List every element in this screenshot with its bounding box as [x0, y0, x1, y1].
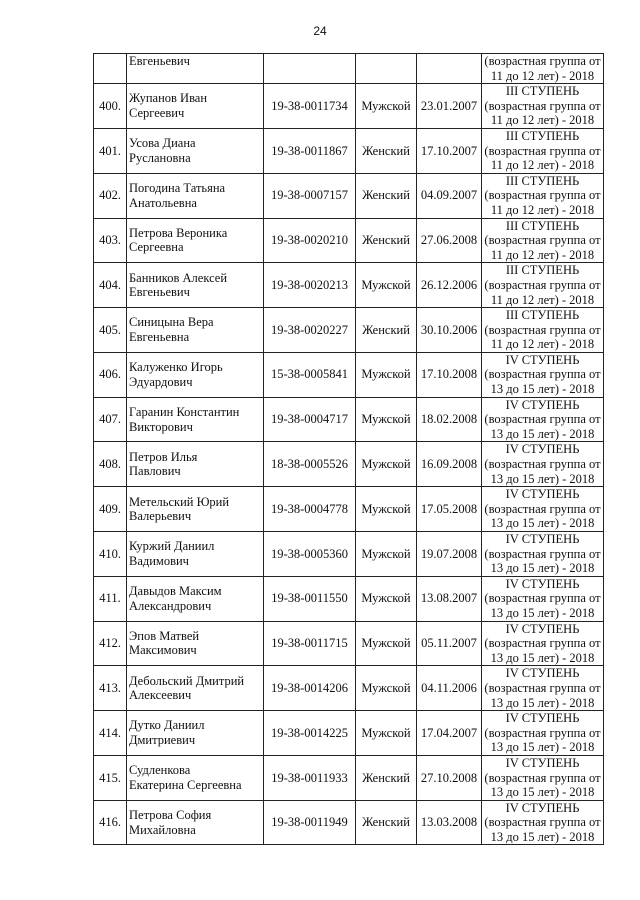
surname-name: Усова Диана	[129, 136, 196, 151]
row-number-cell: 406.	[94, 352, 127, 397]
level-age-range: 11 до 12 лет) - 2018	[490, 158, 595, 173]
sex-cell: Женский	[356, 128, 417, 173]
patronymic: Вадимович	[129, 553, 189, 568]
row-number-cell: 403.	[94, 218, 127, 263]
surname-name: Банников Алексей	[129, 270, 228, 285]
level-title: IV СТУПЕНЬ	[505, 352, 580, 367]
patronymic: Эдуардович	[129, 374, 193, 389]
table-row	[94, 532, 604, 577]
patronymic: Максимович	[129, 643, 197, 658]
level-cell	[482, 666, 604, 711]
level-age-range: 11 до 12 лет) - 2018	[490, 337, 595, 352]
level-title: III СТУПЕНЬ	[505, 308, 580, 323]
birth-date-cell: 27.10.2008	[417, 755, 482, 800]
row-number-cell: 409.	[94, 487, 127, 532]
sex-cell: Мужской	[356, 263, 417, 308]
table-row	[94, 711, 604, 756]
level-age-range: 13 до 15 лет) - 2018	[490, 516, 595, 531]
surname-name: Дутко Даниил	[129, 718, 205, 733]
level-title: IV СТУПЕНЬ	[505, 576, 580, 591]
level-age-range: 13 до 15 лет) - 2018	[490, 829, 595, 844]
level-cell	[482, 576, 604, 621]
level-title: IV СТУПЕНЬ	[505, 442, 580, 457]
patronymic: Анатольевна	[129, 195, 197, 210]
row-number-cell: 408.	[94, 442, 127, 487]
birth-date-cell: 30.10.2006	[417, 308, 482, 353]
level-cell	[482, 397, 604, 442]
name-cell	[127, 84, 264, 129]
level-cell	[482, 487, 604, 532]
sex-cell: Женский	[356, 218, 417, 263]
sex-cell: Мужской	[356, 352, 417, 397]
name-cell	[127, 576, 264, 621]
patronymic: Алексеевич	[129, 688, 192, 703]
sex-cell: Мужской	[356, 621, 417, 666]
id-cell: 19-38-0004717	[264, 397, 356, 442]
patronymic: Викторович	[129, 419, 193, 434]
level-age-range: 13 до 15 лет) - 2018	[490, 561, 595, 576]
level-title: III СТУПЕНЬ	[505, 84, 580, 99]
level-title: IV СТУПЕНЬ	[505, 621, 580, 636]
sex-cell: Мужской	[356, 397, 417, 442]
table-row	[94, 576, 604, 621]
birth-date-cell: 13.08.2007	[417, 576, 482, 621]
patronymic: Сергеевич	[129, 106, 185, 121]
id-cell: 19-38-0007157	[264, 173, 356, 218]
table-row	[94, 218, 604, 263]
level-age-group: (возрастная группа от	[484, 188, 601, 203]
level-title: III СТУПЕНЬ	[505, 218, 580, 233]
sex-cell: Мужской	[356, 442, 417, 487]
birth-date-cell: 17.10.2007	[417, 128, 482, 173]
table-row	[94, 621, 604, 666]
row-number-cell: 410.	[94, 532, 127, 577]
row-number-cell: 413.	[94, 666, 127, 711]
birth-date-cell: 13.03.2008	[417, 800, 482, 845]
level-age-group: (возрастная группа от	[484, 546, 601, 561]
name-cell	[127, 352, 264, 397]
name-cell	[127, 308, 264, 353]
birth-date-cell: 17.04.2007	[417, 711, 482, 756]
sex-cell: Мужской	[356, 532, 417, 577]
id-cell: 19-38-0014225	[264, 711, 356, 756]
level-cell	[482, 54, 604, 84]
name-cell	[127, 173, 264, 218]
level-title: IV СТУПЕНЬ	[505, 397, 580, 412]
id-cell: 15-38-0005841	[264, 352, 356, 397]
level-age-range: 13 до 15 лет) - 2018	[490, 471, 595, 486]
id-cell	[264, 54, 356, 84]
surname-name: Петров Илья	[129, 449, 198, 464]
level-age-range: 13 до 15 лет) - 2018	[490, 382, 595, 397]
level-age-group: (возрастная группа от	[484, 143, 601, 158]
birth-date-cell: 26.12.2006	[417, 263, 482, 308]
birth-date-cell: 16.09.2008	[417, 442, 482, 487]
level-cell	[482, 308, 604, 353]
id-cell: 19-38-0020213	[264, 263, 356, 308]
id-cell: 19-38-0011933	[264, 755, 356, 800]
level-age-group: (возрастная группа от	[484, 322, 601, 337]
id-cell: 19-38-0004778	[264, 487, 356, 532]
level-age-group: (возрастная группа от	[484, 412, 601, 427]
name-cell	[127, 755, 264, 800]
table-row	[94, 84, 604, 129]
level-title: III СТУПЕНЬ	[505, 128, 580, 143]
table-row	[94, 487, 604, 532]
participants-table-body	[94, 54, 604, 845]
surname-name: Куржий Даниил	[129, 539, 215, 554]
level-age-group: (возрастная группа от	[484, 725, 601, 740]
page-number: 24	[313, 24, 327, 38]
id-cell: 19-38-0011867	[264, 128, 356, 173]
level-title: IV СТУПЕНЬ	[505, 487, 580, 502]
level-age-range: 13 до 15 лет) - 2018	[490, 695, 595, 710]
level-cell	[482, 442, 604, 487]
level-age-group: (возрастная группа от	[484, 680, 601, 695]
row-number-cell: 402.	[94, 173, 127, 218]
patronymic: Екатерина Сергеевна	[129, 777, 242, 792]
level-cell	[482, 263, 604, 308]
table-row	[94, 755, 604, 800]
level-title: III СТУПЕНЬ	[505, 263, 580, 278]
name-cell	[127, 711, 264, 756]
level-title: IV СТУПЕНЬ	[505, 711, 580, 726]
patronymic: Валерьевич	[129, 509, 192, 524]
name-cell	[127, 666, 264, 711]
level-title: IV СТУПЕНЬ	[505, 532, 580, 546]
level-age-group: (возрастная группа от	[484, 591, 601, 606]
table-row	[94, 352, 604, 397]
level-cell	[482, 621, 604, 666]
sex-cell	[356, 54, 417, 84]
level-title: IV СТУПЕНЬ	[505, 755, 580, 770]
level-cell	[482, 755, 604, 800]
level-age-group: (возрастная группа от	[484, 277, 601, 292]
level-age-range: 13 до 15 лет) - 2018	[490, 650, 595, 665]
level-cell	[482, 218, 604, 263]
level-age-group: (возрастная группа от	[484, 815, 601, 830]
birth-date-cell: 19.07.2008	[417, 532, 482, 577]
level-age-range: 13 до 15 лет) - 2018	[490, 426, 595, 441]
table-row	[94, 173, 604, 218]
birth-date-cell: 17.10.2008	[417, 352, 482, 397]
surname-name: Давыдов Максим	[129, 584, 222, 599]
row-number-cell: 404.	[94, 263, 127, 308]
level-cell	[482, 711, 604, 756]
birth-date-cell: 17.05.2008	[417, 487, 482, 532]
level-age-group: (возрастная группа от	[484, 636, 601, 651]
surname-name: Судленкова	[129, 763, 191, 778]
birth-date-cell: 23.01.2007	[417, 84, 482, 129]
row-number-cell: 412.	[94, 621, 127, 666]
id-cell: 19-38-0014206	[264, 666, 356, 711]
id-cell: 18-38-0005526	[264, 442, 356, 487]
level-cell	[482, 128, 604, 173]
level-age-range: 11 до 12 лет) - 2018	[490, 202, 595, 217]
row-number-cell: 416.	[94, 800, 127, 845]
row-number-cell: 407.	[94, 397, 127, 442]
level-age-range: 11 до 12 лет) - 2018	[490, 113, 595, 128]
name-cell	[127, 487, 264, 532]
patronymic: Руслановна	[129, 150, 191, 165]
row-number-cell: 400.	[94, 84, 127, 129]
patronymic: Павлович	[129, 464, 181, 479]
surname-name: Жупанов Иван	[129, 91, 208, 106]
id-cell: 19-38-0011715	[264, 621, 356, 666]
sex-cell: Мужской	[356, 666, 417, 711]
table-row	[94, 800, 604, 845]
name-cell	[127, 263, 264, 308]
table-row	[94, 263, 604, 308]
id-cell: 19-38-0020227	[264, 308, 356, 353]
level-cell	[482, 84, 604, 129]
id-cell: 19-38-0011734	[264, 84, 356, 129]
sex-cell: Женский	[356, 800, 417, 845]
patronymic: Михайловна	[129, 822, 196, 837]
sex-cell: Мужской	[356, 487, 417, 532]
surname-name: Дебольский Дмитрий	[129, 673, 245, 688]
name-cell	[127, 532, 264, 577]
birth-date-cell	[417, 54, 482, 84]
id-cell: 19-38-0011949	[264, 800, 356, 845]
birth-date-cell: 05.11.2007	[417, 621, 482, 666]
level-age-group: (возрастная группа от	[484, 98, 601, 113]
level-age-group: (возрастная группа от	[484, 457, 601, 472]
surname-name: Метельский Юрий	[129, 494, 230, 509]
patronymic: Евгеньевич	[129, 285, 190, 300]
name-cell	[127, 800, 264, 845]
continuation-row	[94, 54, 604, 84]
row-number-cell: 401.	[94, 128, 127, 173]
level-age-group: (возрастная группа от	[484, 770, 601, 785]
level-age-range: 13 до 15 лет) - 2018	[490, 785, 595, 800]
patronymic: Евгеньевна	[129, 329, 190, 344]
level-cell	[482, 532, 604, 577]
level-age-range: 13 до 15 лет) - 2018	[490, 740, 595, 755]
id-cell: 19-38-0005360	[264, 532, 356, 577]
sex-cell: Мужской	[356, 711, 417, 756]
level-title: IV СТУПЕНЬ	[505, 800, 580, 815]
table-row	[94, 397, 604, 442]
level-title: IV СТУПЕНЬ	[505, 666, 580, 681]
id-cell: 19-38-0020210	[264, 218, 356, 263]
birth-date-cell: 04.11.2006	[417, 666, 482, 711]
surname-name: Гаранин Константин	[129, 404, 240, 419]
patronymic: Александрович	[129, 598, 212, 613]
row-number-cell: 405.	[94, 308, 127, 353]
row-number-cell	[94, 54, 127, 84]
surname-name: Калуженко Игорь	[129, 360, 223, 375]
name-cell	[127, 218, 264, 263]
level-cell	[482, 173, 604, 218]
level-age-group: (возрастная группа от	[484, 54, 601, 68]
name-cell	[127, 397, 264, 442]
level-cell	[482, 800, 604, 845]
sex-cell: Женский	[356, 308, 417, 353]
name-cell	[127, 442, 264, 487]
sex-cell: Мужской	[356, 84, 417, 129]
sex-cell: Женский	[356, 173, 417, 218]
surname-name: Петрова Вероника	[129, 225, 228, 240]
level-age-range: 11 до 12 лет) - 2018	[490, 247, 595, 262]
birth-date-cell: 04.09.2007	[417, 173, 482, 218]
surname-name: Эпов Матвей	[129, 628, 200, 643]
patronymic: Сергеевна	[129, 240, 184, 255]
birth-date-cell: 18.02.2008	[417, 397, 482, 442]
row-number-cell: 415.	[94, 755, 127, 800]
level-age-range: 13 до 15 лет) - 2018	[490, 605, 595, 620]
level-age-group: (возрастная группа от	[484, 367, 601, 382]
participants-table	[93, 53, 604, 845]
table-row	[94, 666, 604, 711]
level-age-group: (возрастная группа от	[484, 233, 601, 248]
sex-cell: Женский	[356, 755, 417, 800]
level-age-range: 11 до 12 лет) - 2018	[490, 292, 595, 307]
level-cell	[482, 352, 604, 397]
id-cell: 19-38-0011550	[264, 576, 356, 621]
surname-name: Синицына Вера	[129, 315, 214, 330]
level-title: III СТУПЕНЬ	[505, 173, 580, 188]
name-cell	[127, 128, 264, 173]
table-row	[94, 442, 604, 487]
surname-name: Погодина Татьяна	[129, 181, 226, 196]
birth-date-cell: 27.06.2008	[417, 218, 482, 263]
table-row	[94, 128, 604, 173]
patronymic: Дмитриевич	[129, 733, 196, 748]
row-number-cell: 414.	[94, 711, 127, 756]
row-number-cell: 411.	[94, 576, 127, 621]
name-cell: Евгеньевич	[127, 54, 264, 84]
level-age-group: (возрастная группа от	[484, 501, 601, 516]
surname-name: Петрова София	[129, 807, 212, 822]
name-cell	[127, 621, 264, 666]
table-row	[94, 308, 604, 353]
sex-cell: Мужской	[356, 576, 417, 621]
level-age-range: 11 до 12 лет) - 2018	[490, 68, 595, 83]
